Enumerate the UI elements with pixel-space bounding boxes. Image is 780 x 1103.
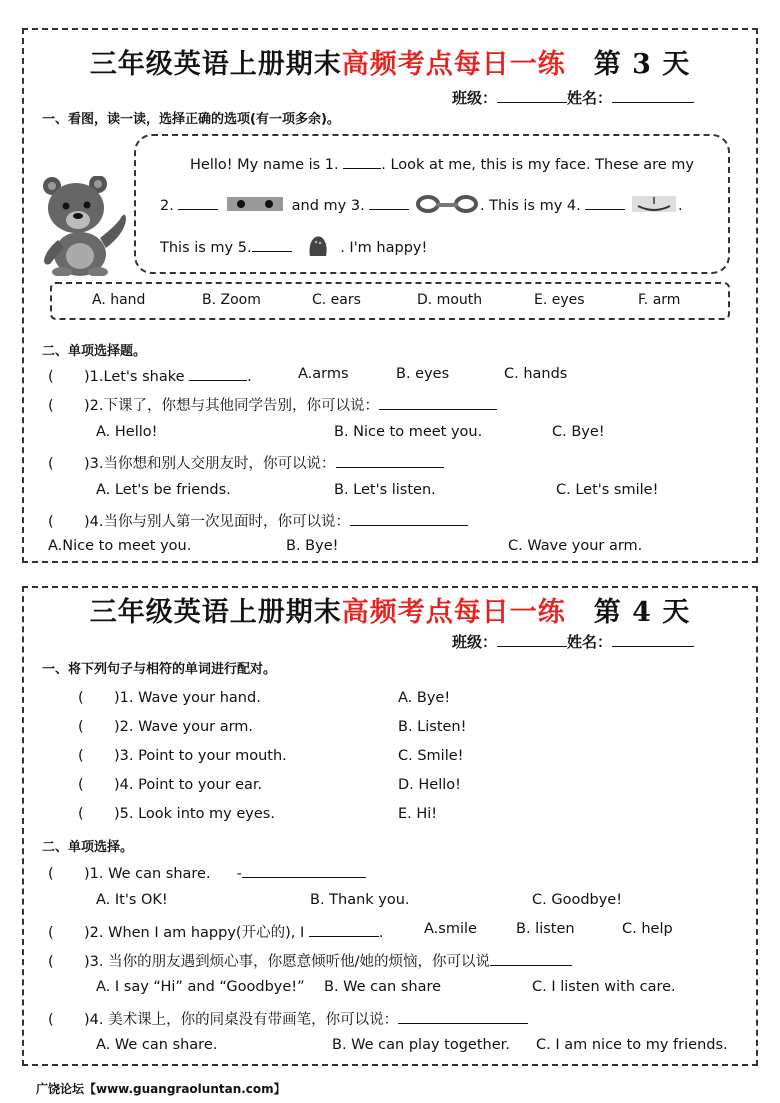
option-a: A. hand xyxy=(92,292,146,308)
day4-q4-c: C. I am nice to my friends. xyxy=(536,1037,728,1053)
day3-q1-c: C. hands xyxy=(504,366,568,382)
day3-q4-b: B. Bye! xyxy=(286,538,339,554)
day3-q3-a: A. Let's be friends. xyxy=(96,482,231,498)
day4-q1-a: A. It's OK! xyxy=(96,892,168,908)
footer-source: 广饶论坛【www.guangraoluntan.com】 xyxy=(36,1082,286,1096)
blank-5[interactable] xyxy=(252,237,292,252)
day3-q4-c: C. Wave your arm. xyxy=(508,538,643,554)
day4-q2-c: C. help xyxy=(622,921,673,937)
hand-icon xyxy=(306,234,330,258)
day3-q2: ( )2.下课了，你想与其他同学告别，你可以说： xyxy=(48,394,497,415)
d4-q4-blank[interactable] xyxy=(398,1009,528,1024)
day4-q3-c: C. I listen with care. xyxy=(532,979,676,995)
day3-q1-b: B. eyes xyxy=(396,366,450,382)
class-label: 班级： xyxy=(452,89,498,107)
ears-icon xyxy=(416,194,478,214)
option-e: E. eyes xyxy=(534,292,585,308)
mouth-icon xyxy=(632,194,676,214)
day3-section2-heading: 二、单项选择题。 xyxy=(42,344,147,359)
q2-blank[interactable] xyxy=(379,395,497,410)
match-item-3: ( )3. Point to your mouth. xyxy=(78,748,287,764)
day4-class-name-row xyxy=(452,630,694,652)
day3-section1-heading: 一、看图，读一读，选择正确的选项(有一项多余)。 xyxy=(42,112,340,127)
blank-4[interactable] xyxy=(585,195,625,210)
d4-q2-blank[interactable] xyxy=(309,922,379,937)
name-field[interactable] xyxy=(612,86,694,103)
day4-section2-heading: 二、单项选择。 xyxy=(42,840,134,855)
match-answer-b: B. Listen! xyxy=(398,719,467,735)
reading-line-2: 2. and my 3. . This is my 4. . xyxy=(160,194,683,214)
day3-q2-c: C. Bye! xyxy=(552,424,605,440)
day3-class-name-row xyxy=(452,86,694,108)
day3-q2-b: B. Nice to meet you. xyxy=(334,424,483,440)
day3-card xyxy=(22,28,758,563)
day4-q3-b: B. We can share xyxy=(324,979,442,995)
blank-1[interactable] xyxy=(343,154,381,169)
class-label: 班级： xyxy=(452,633,498,651)
day4-section1-heading: 一、将下列句子与相符的单词进行配对。 xyxy=(42,662,277,677)
bear-icon xyxy=(40,176,128,276)
day4-q4-a: A. We can share. xyxy=(96,1037,218,1053)
option-b: B. Zoom xyxy=(202,292,261,308)
day3-options-box xyxy=(50,282,730,320)
option-d: D. mouth xyxy=(417,292,483,308)
day4-q4: ( )4. 美术课上，你的同桌没有带画笔，你可以说： xyxy=(48,1008,528,1029)
q4-blank[interactable] xyxy=(350,511,468,526)
day4-q2-a: A.smile xyxy=(424,921,477,937)
d4-q3-blank[interactable] xyxy=(490,951,572,966)
match-item-4: ( )4. Point to your ear. xyxy=(78,777,263,793)
option-c: C. ears xyxy=(312,292,361,308)
name-label: 姓名： xyxy=(567,89,613,107)
day3-q4: ( )4.当你与别人第一次见面时，你可以说： xyxy=(48,510,468,531)
day3-q3-b: B. Let's listen. xyxy=(334,482,436,498)
match-answer-d: D. Hello! xyxy=(398,777,461,793)
reading-line-3: This is my 5. . I'm happy! xyxy=(160,234,427,258)
match-item-1: ( )1. Wave your hand. xyxy=(78,690,261,706)
match-item-5: ( )5. Look into my eyes. xyxy=(78,806,275,822)
day4-q3-a: A. I say “Hi” and “Goodbye!” xyxy=(96,979,305,995)
q3-blank[interactable] xyxy=(336,453,444,468)
day4-q1-c: C. Goodbye! xyxy=(532,892,623,908)
match-answer-c: C. Smile! xyxy=(398,748,464,764)
day4-q4-b: B. We can play together. xyxy=(332,1037,510,1053)
blank-2[interactable] xyxy=(178,195,218,210)
day3-title: 三年级英语上册期末高频考点每日一练 第 3 天 xyxy=(89,49,691,80)
day3-q2-a: A. Hello! xyxy=(96,424,158,440)
day4-q2-b: B. listen xyxy=(516,921,575,937)
name-label: 姓名： xyxy=(567,633,613,651)
day3-q1-a: A.arms xyxy=(298,366,349,382)
day3-q3-c: C. Let's smile! xyxy=(556,482,659,498)
day4-card xyxy=(22,586,758,1066)
match-answer-e: E. Hi! xyxy=(398,806,438,822)
class-field[interactable] xyxy=(497,630,567,647)
day3-q4-a: A.Nice to meet you. xyxy=(48,538,192,554)
day4-q2: ( )2. When I am happy(开心的), I . xyxy=(48,921,383,942)
class-field[interactable] xyxy=(497,86,567,103)
day4-q1-b: B. Thank you. xyxy=(310,892,410,908)
eyes-icon xyxy=(227,195,283,213)
day3-q3: ( )3.当你想和别人交朋友时，你可以说： xyxy=(48,452,444,473)
option-f: F. arm xyxy=(638,292,681,308)
day3-q1: ( )1.Let's shake . xyxy=(48,366,252,385)
name-field[interactable] xyxy=(612,630,694,647)
reading-line-1: Hello! My name is 1. . Look at me, this is my face. These are my xyxy=(190,154,694,173)
day4-title: 三年级英语上册期末高频考点每日一练 第 4 天 xyxy=(89,597,691,628)
match-item-2: ( )2. Wave your arm. xyxy=(78,719,254,735)
day4-q3: ( )3. 当你的朋友遇到烦心事，你愿意倾听他/她的烦恼，你可以说 xyxy=(48,950,572,971)
d4-q1-blank[interactable] xyxy=(242,863,366,878)
blank-3[interactable] xyxy=(369,195,409,210)
q1-blank[interactable] xyxy=(189,366,247,381)
match-answer-a: A. Bye! xyxy=(398,690,451,706)
day4-q1: ( )1. We can share. - xyxy=(48,863,366,882)
